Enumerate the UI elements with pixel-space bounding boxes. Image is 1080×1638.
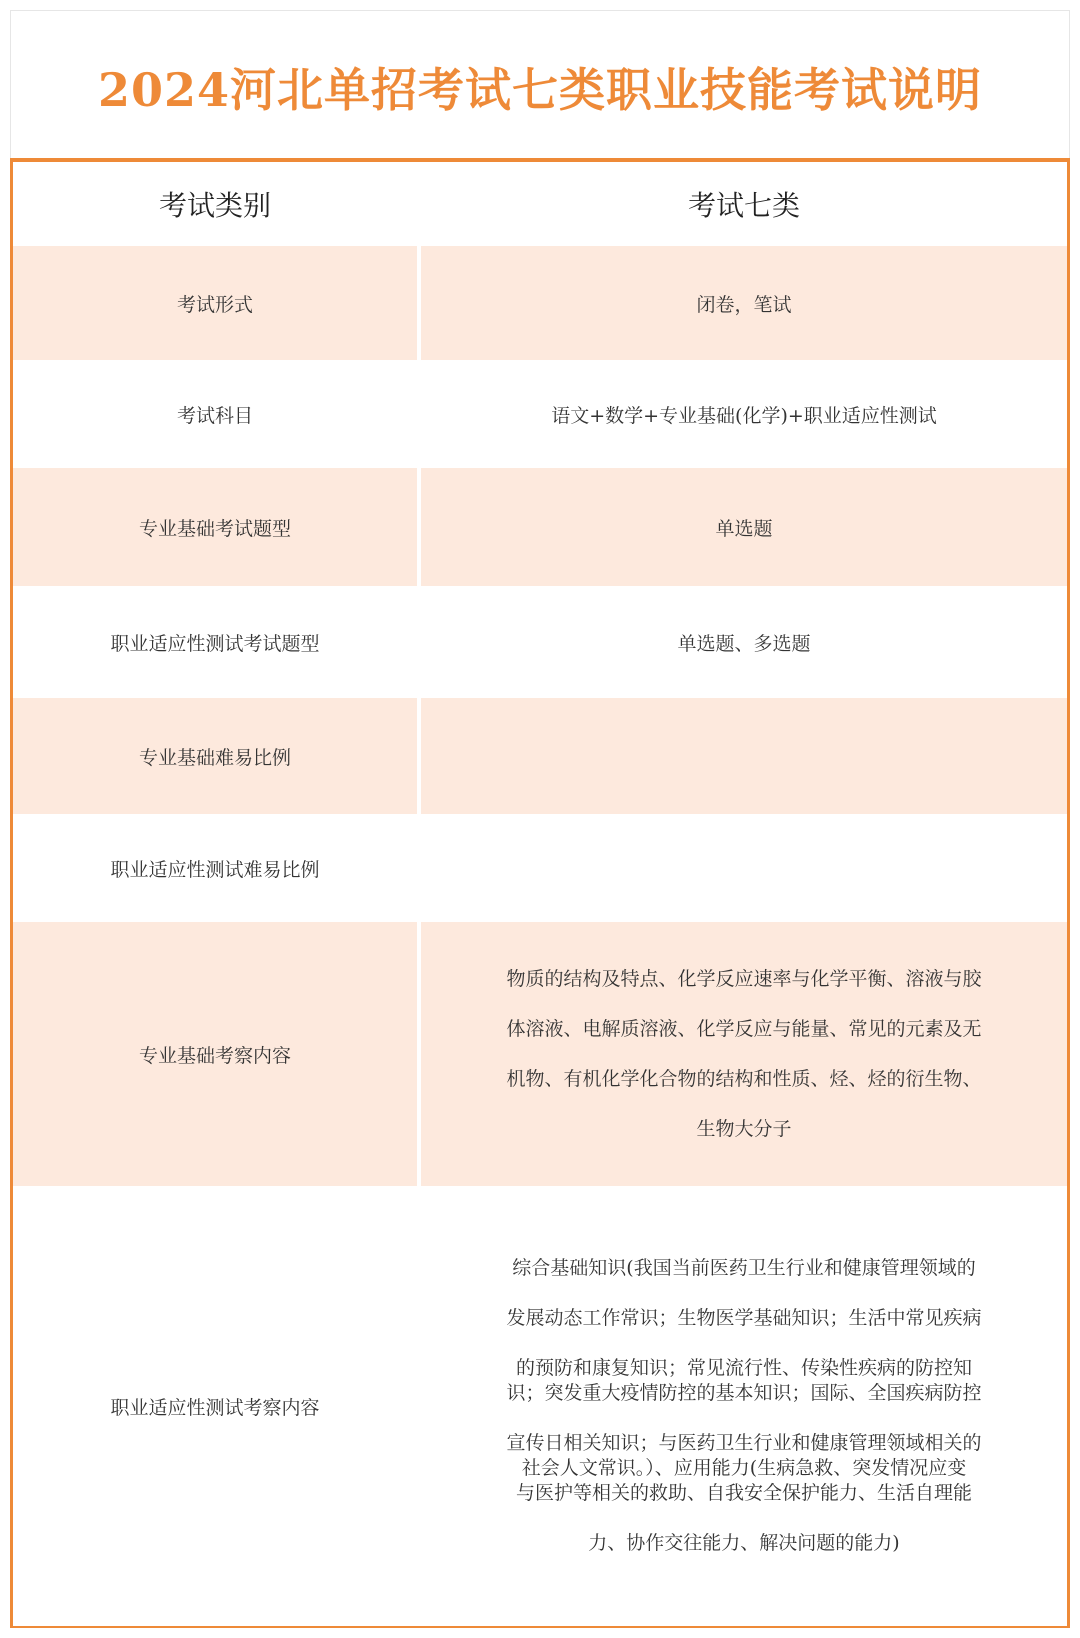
table-row bbox=[13, 814, 1067, 922]
content-line: 的预防和康复知识；常见流行性、传染性疾病的防控知 bbox=[515, 1357, 972, 1379]
content-line: 宣传日相关知识；与医药卫生行业和健康管理领域相关的 bbox=[506, 1432, 982, 1454]
row-value bbox=[421, 922, 1067, 1186]
table-row bbox=[13, 922, 1067, 1186]
content-paragraph bbox=[462, 1256, 1025, 1556]
row-label: 专业基础考试题型 bbox=[13, 468, 417, 586]
content-line: 综合基础知识(我国当前医药卫生行业和健康管理领域的 bbox=[512, 1257, 976, 1279]
row-value bbox=[421, 698, 1067, 814]
content-line: 发展动态工作常识；生物医学基础知识；生活中常见疾病 bbox=[506, 1307, 982, 1329]
row-value bbox=[421, 1186, 1067, 1626]
header-category: 考试类别 bbox=[13, 162, 417, 246]
content-line: 机物、有机化学化合物的结构和性质、烃、烃的衍生物、 bbox=[506, 1068, 982, 1090]
content-line: 社会人文常识。）、应用能力(生病急救、突发情况应变 bbox=[521, 1457, 967, 1479]
row-value: 单选题 bbox=[421, 468, 1067, 586]
row-label: 专业基础考察内容 bbox=[13, 922, 417, 1186]
row-value bbox=[421, 814, 1067, 922]
row-value: 单选题、多选题 bbox=[421, 586, 1067, 698]
row-value: 闭卷，笔试 bbox=[421, 246, 1067, 360]
table-row bbox=[13, 586, 1067, 698]
content-line: 物质的结构及特点、化学反应速率与化学平衡、溶液与胶 bbox=[506, 968, 982, 990]
table-row bbox=[13, 468, 1067, 586]
row-label: 考试形式 bbox=[13, 246, 417, 360]
document-page bbox=[10, 10, 1070, 1628]
table-header-row bbox=[13, 162, 1067, 246]
content-line: 体溶液、电解质溶液、化学反应与能量、常见的元素及无 bbox=[506, 1018, 982, 1040]
row-label: 考试科目 bbox=[13, 360, 417, 468]
content-line: 生物大分子 bbox=[696, 1118, 792, 1140]
content-line: 与医护等相关的救助、自我安全保护能力、生活自理能 bbox=[515, 1482, 972, 1504]
row-label: 专业基础难易比例 bbox=[13, 698, 417, 814]
table-row bbox=[13, 698, 1067, 814]
content-paragraph bbox=[462, 954, 1025, 1154]
row-label: 职业适应性测试考察内容 bbox=[13, 1186, 417, 1626]
row-label: 职业适应性测试难易比例 bbox=[13, 814, 417, 922]
content-line: 力、协作交往能力、解决问题的能力) bbox=[588, 1532, 900, 1554]
title-banner bbox=[10, 10, 1070, 158]
table-row bbox=[13, 1186, 1067, 1626]
row-label: 职业适应性测试考试题型 bbox=[13, 586, 417, 698]
exam-info-table bbox=[10, 158, 1070, 1628]
row-value: 语文+数学+专业基础(化学)+职业适应性测试 bbox=[421, 360, 1067, 468]
table-row bbox=[13, 360, 1067, 468]
header-type: 考试七类 bbox=[421, 162, 1067, 246]
table-row bbox=[13, 246, 1067, 360]
content-line: 识；突发重大疫情防控的基本知识；国际、全国疾病防控 bbox=[506, 1382, 982, 1404]
page-title: 2024河北单招考试七类职业技能考试说明 bbox=[97, 62, 983, 117]
